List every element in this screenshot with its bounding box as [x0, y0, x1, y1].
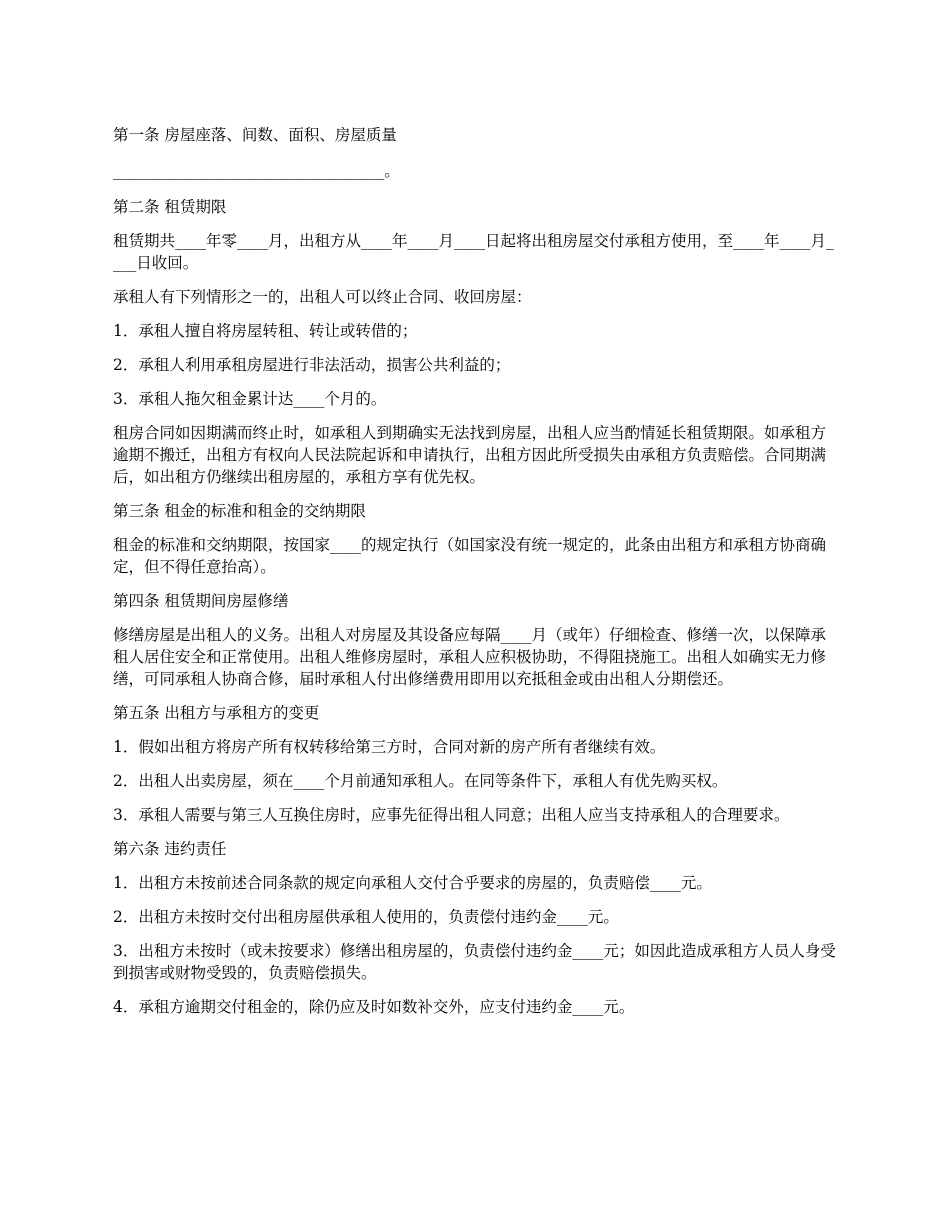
termination-item-2: 2．承租人利用承租房屋进行非法活动，损害公共利益的；: [113, 356, 511, 374]
blank-line: ___________________________________。: [113, 162, 400, 180]
article-2-heading: 第二条 租赁期限: [113, 198, 227, 216]
change-item-3: 3．承租人需要与第三人互换住房时，应事先征得出租人同意；出租人应当支持承租人的合理要求。: [113, 806, 790, 824]
expiry-paragraph: 租房合同如因期满而终止时，如承租人到期确实无法找到房屋，出租人应当酌情延长租赁期限。如承租方逾期不搬迁，出租方有权向人民法院起诉和申请执行，出租方因此所受损失由承租方负责赔偿。合同期满后，如出租方仍继续出租房屋的，承租方享有优先权。: [113, 424, 827, 486]
liability-item-1: 1．出租方未按前述合同条款的规定向承租人交付合乎要求的房屋的，负责赔偿____元。: [113, 874, 712, 892]
termination-intro: 承租人有下列情形之一的，出租人可以终止合同、收回房屋：: [113, 288, 532, 306]
repair-paragraph: 修缮房屋是出租人的义务。出租人对房屋及其设备应每隔____月（或年）仔细检查、修缮一次，以保障承租人居住安全和正常使用。出租人维修房屋时，承租人应积极协助，不得阻挠施工。出租人如确实无力修缮，可同承租人协商合修，届时承租人付出修缮费用即用以充抵租金或由出租人分期偿还。: [113, 626, 827, 688]
rent-standard-paragraph: 租金的标准和交纳期限，按国家____的规定执行（如国家没有统一规定的，此条由出租方和承租方协商确定，但不得任意抬高）。: [113, 536, 827, 576]
article-3-heading: 第三条 租金的标准和租金的交纳期限: [113, 502, 366, 520]
article-5-heading: 第五条 出租方与承租方的变更: [113, 704, 320, 722]
contract-document: [113, 124, 840, 1030]
termination-item-1: 1．承租人擅自将房屋转租、转让或转借的；: [113, 322, 418, 340]
change-item-1: 1．假如出租方将房产所有权转移给第三方时，合同对新的房产所有者继续有效。: [113, 738, 666, 756]
liability-item-4: 4．承租方逾期交付租金的，除仍应及时如数补交外，应支付违约金____元。: [113, 998, 635, 1016]
liability-item-2: 2．出租方未按时交付出租房屋供承租人使用的，负责偿付违约金____元。: [113, 908, 619, 926]
lease-term-paragraph: 租赁期共____年零____月，出租方从____年____月____日起将出租房屋交付承租方使用，至____年____月____日收回。: [113, 232, 834, 272]
change-item-2: 2．出租人出卖房屋，须在____个月前通知承租人。在同等条件下，承租人有优先购买权。: [113, 772, 728, 790]
liability-item-3: 3．出租方未按时（或未按要求）修缮出租房屋的，负责偿付违约金____元；如因此造成承租方人员人身受到损害或财物受毁的，负责赔偿损失。: [113, 942, 836, 982]
article-4-heading: 第四条 租赁期间房屋修缮: [113, 592, 289, 610]
article-1-heading: 第一条 房屋座落、间数、面积、房屋质量: [113, 126, 397, 144]
termination-item-3: 3．承租人拖欠租金累计达____个月的。: [113, 390, 387, 408]
article-6-heading: 第六条 违约责任: [113, 840, 227, 858]
